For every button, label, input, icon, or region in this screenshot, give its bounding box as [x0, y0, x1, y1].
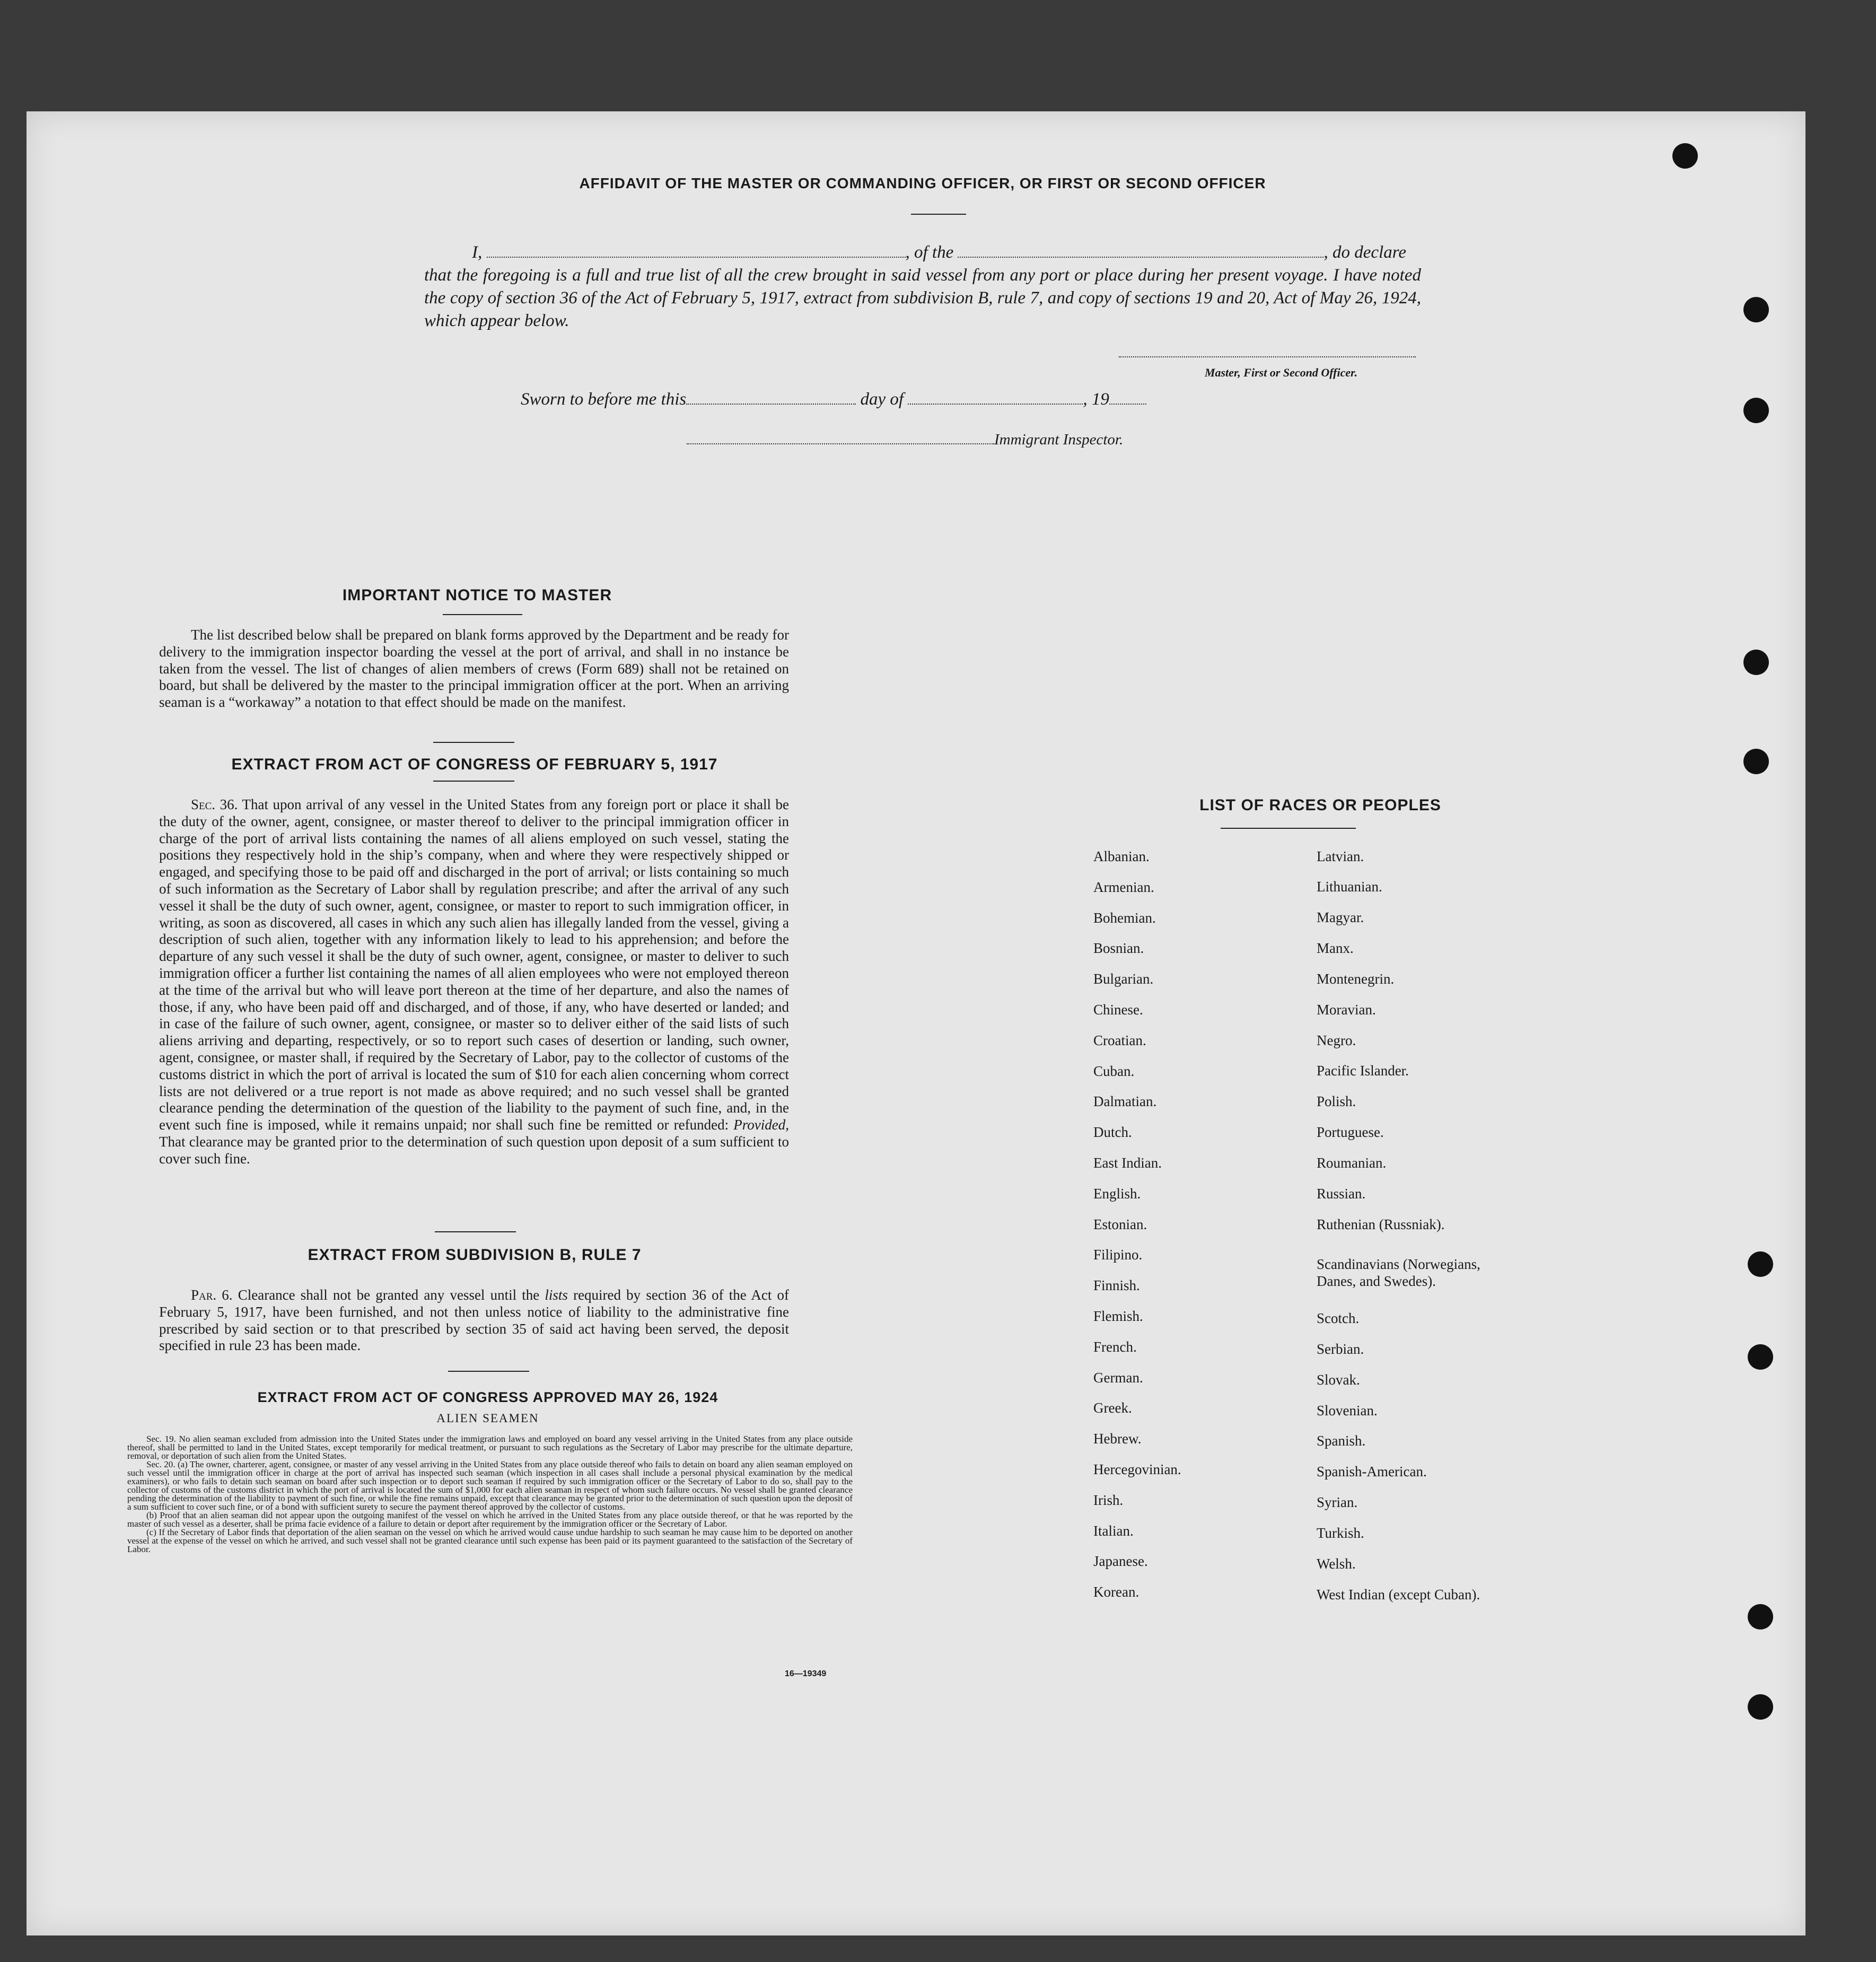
section-label: Sec. 36. [191, 796, 238, 812]
punch-hole [1672, 143, 1698, 169]
punch-hole [1748, 1604, 1773, 1630]
divider [443, 614, 522, 615]
race-item: Russian. [1317, 1186, 1366, 1202]
inspector-blank [687, 439, 994, 444]
race-item: English. [1093, 1185, 1141, 1202]
extract-1924-body [127, 1435, 853, 1554]
race-item: Roumanian. [1317, 1155, 1387, 1171]
race-item: Bulgarian. [1093, 971, 1154, 987]
divider [433, 781, 514, 782]
race-item: Dutch. [1093, 1124, 1132, 1141]
race-item: Finnish. [1093, 1277, 1140, 1294]
race-item: West Indian (except Cuban). [1317, 1587, 1480, 1602]
race-item: Chinese. [1093, 1002, 1143, 1018]
race-item: Pacific Islander. [1317, 1063, 1409, 1079]
race-item: Estonian. [1093, 1216, 1147, 1232]
races-title: LIST OF RACES OR PEOPLES [1199, 796, 1441, 814]
section-20c: (c) If the Secretary of Labor finds that deportation of the alien seaman on the vessel on which he arrived would cause undue hardship to such seaman he may cause him to be deported on another vessel at the expense of the vessel on which he arrived, and such vessel shall not be granted clearance until such expense has been paid or its payment guaranteed to the satisfaction of the Secretary of Labor. [127, 1527, 853, 1554]
race-item: East Indian. [1093, 1155, 1162, 1171]
punch-hole [1743, 297, 1769, 322]
race-item: Portuguese. [1317, 1124, 1384, 1140]
race-item: Turkish. [1317, 1525, 1364, 1541]
month-blank [908, 399, 1083, 405]
lists-word: lists [545, 1287, 568, 1303]
race-item: Serbian. [1317, 1341, 1364, 1357]
extract-rule7-title: EXTRACT FROM SUBDIVISION B, RULE 7 [308, 1246, 642, 1264]
divider [911, 214, 966, 215]
race-item: Scotch. [1317, 1310, 1360, 1326]
vessel-blank [958, 252, 1323, 258]
race-item: Flemish. [1093, 1308, 1143, 1324]
notice-body: The list described below shall be prepared on blank forms approved by the Department and be ready for delivery to the immigration inspector boarding the vessel at the port of arrival, and shall in no instance be taken from the vessel. The list of changes of alien members of crews (Form 689) shall not be retained on board, but shall be delivered by the master to the principal immigration officer at the port. When an arriving seaman is a “workaway” a notation to that effect should be made on the manifest. [159, 627, 789, 711]
extract-rule7-body [159, 1287, 789, 1354]
affidavit-do-declare: , do declare [1323, 243, 1406, 262]
day-of-text: day of [860, 390, 904, 409]
race-item: Spanish. [1317, 1433, 1366, 1449]
affidavit-i: I, [472, 243, 483, 262]
sworn-text: Sworn to before me this [521, 390, 687, 409]
race-item: Moravian. [1317, 1002, 1376, 1018]
sworn-line [521, 390, 1178, 409]
race-item: Montenegrin. [1317, 971, 1395, 987]
section-text: That upon arrival of any vessel in the United States from any foreign port or place it shall be the duty of the owner, agent, consignee, or master thereof to deliver to the principal immigration officer in charge of the port of arrival lists containing the names of all aliens employed on such vessel, stating the positions they respectively hold in the ship’s company, when and where they were respectively shipped or engaged, and specifying those to be paid off and discharged in the port of arrival; or lists containing so much of such information as the Secretary of Labor shall by regulation prescribe; and after the arrival of any such vessel it shall be the duty of such owner, agent, consignee, or master to report to such immigration officer, in writing, as soon as discovered, all cases in which any such alien has illegally landed from the vessel, giving a description of such alien, together with any information likely to lead to his apprehension; and before the departure of any such vessel it shall be the duty of such owner, agent, consignee, or master to deliver to such immigration officer a further list containing the names of all alien employees who were not employed thereon at the time of the arrival but who will leave port thereon at the time of her departure, and also the names of those, if any, who have been paid off and discharged, and of those, if any, who have deserted or landed; and in case of the failure of such owner, agent, consignee, or master so to deliver either of the said lists of such aliens arriving and departing, respectively, or so to report such cases of desertion or landing, such owner, agent, consignee, or master shall, if required by the Secretary of Labor, pay to the collector of customs of the customs district in which the port of arrival is located the sum of $10 for each alien concerning whom correct lists are not delivered or a true report is not made as above required; and no such vessel shall be granted clearance pending the determination of the question of the liability to the payment of such fine, and, in the event such fine is imposed, while it remains unpaid; nor shall such fine be remitted or refunded: [159, 796, 790, 1133]
form-number: 16—19349 [785, 1669, 827, 1678]
race-item: Croatian. [1093, 1032, 1146, 1048]
race-item: Hercegovinian. [1093, 1461, 1181, 1477]
race-item: Bohemian. [1093, 909, 1156, 926]
day-blank [686, 399, 856, 405]
race-item: Slovak. [1317, 1372, 1360, 1388]
affidavit-declaration [424, 241, 1421, 332]
race-item: Japanese. [1093, 1553, 1148, 1570]
race-item: Magyar. [1317, 909, 1364, 925]
extract-1924-title: EXTRACT FROM ACT OF CONGRESS APPROVED MAY 26, 1924 [257, 1389, 718, 1405]
extract-1917-body [159, 796, 789, 1168]
race-item: Dalmatian. [1093, 1093, 1157, 1110]
race-item: Slovenian. [1317, 1403, 1378, 1418]
punch-hole [1748, 1251, 1773, 1277]
proviso-word: Provided, [733, 1117, 790, 1133]
race-item: Ruthenian (Russniak). [1317, 1216, 1445, 1232]
race-item: Albanian. [1093, 848, 1150, 864]
section-20a: Sec. 20. (a) The owner, charterer, agent, consignee, or master of any vessel arriving in the United States from any place outside thereof who fails to detain on board any alien seaman employed on such vessel until the immigration officer in charge at the port of arrival has inspected such seaman (which inspection in all cases shall include a personal physical examination by the medical examiners), or who fails to detain such seaman on board after such inspection or to deport such seaman if required by such immigration officer or the Secretary of Labor to do so, shall pay to the collector of customs of the customs district in which the port of arrival is located the sum of $1,000 for each alien seaman in respect of whom such failure occurs. No vessel shall be granted clearance pending the determination of the liability to payment of such fine, or while the fine remains unpaid, except that clearance may be granted prior to the determination of such question upon the deposit of a sum sufficient to cover such fine, or of a bond with sufficient surety to secure the payment thereof approved by the collector of customs. [127, 1459, 853, 1512]
race-item: Greek. [1093, 1400, 1132, 1416]
race-item: Hebrew. [1093, 1431, 1142, 1447]
inspector-line [687, 431, 1164, 449]
affidavit-title: AFFIDAVIT OF THE MASTER OR COMMANDING OFFICER, OR FIRST OR SECOND OFFICER [579, 175, 1266, 191]
race-item: Italian. [1093, 1522, 1134, 1539]
punch-hole [1748, 1694, 1773, 1720]
race-item: Scandinavians (Norwegians, [1317, 1256, 1480, 1272]
signature-line [1119, 356, 1416, 357]
section-20b: (b) Proof that an alien seaman did not appear upon the outgoing manifest of the vessel on which he arrived in the United States from any place outside thereof, or that he was reported by the master of such vessel as a deserter, shall be prima facie evidence of a failure to detain or deport after requirement by the immigration officer or the Secretary of Labor. [127, 1510, 853, 1529]
notice-title: IMPORTANT NOTICE TO MASTER [342, 586, 612, 604]
extract-1924-subtitle: ALIEN SEAMEN [436, 1412, 539, 1425]
year-blank [1109, 399, 1146, 405]
affidavit-body: that the foregoing is a full and true list of all the crew brought in said vessel from any port or place during her present voyage. I have noted the copy of section 36 of the Act of February 5, 1917, extract from subdivision B, rule 7, and copy of sections 19 and 20, Act of May 26, 1924, which appear below. [424, 266, 1421, 330]
punch-hole [1743, 650, 1769, 675]
inspector-label: Immigrant Inspector. [994, 431, 1124, 448]
affidavit-of-the: , of the [905, 243, 954, 262]
name-blank [487, 252, 906, 258]
punch-hole [1748, 1344, 1773, 1370]
divider [433, 742, 514, 743]
race-item: Manx. [1317, 940, 1354, 956]
divider [1221, 828, 1356, 829]
year-prefix: , 19 [1083, 390, 1109, 409]
race-item: Spanish-American. [1317, 1464, 1427, 1479]
race-item: Latvian. [1317, 848, 1364, 864]
race-item: Filipino. [1093, 1247, 1143, 1263]
race-item: Welsh. [1317, 1556, 1356, 1572]
par-text-1: Clearance shall not be granted any vessel until the [238, 1287, 540, 1303]
race-item: Irish. [1093, 1492, 1124, 1508]
divider [435, 1231, 516, 1232]
par-text-2: required by section 36 of the Act of February 5, 1917, have been furnished, and not then unless notice of liability to the administrative fine prescribed by said section or to that prescribed by section 35 of said act having been served, the deposit specified in rule 23 has been made. [159, 1287, 790, 1354]
section-19: Sec. 19. No alien seaman excluded from admission into the United States under the immigration laws and employed on board any vessel arriving in the United States from any place outside thereof, shall be permitted to land in the United States, except temporarily for medical treatment, or pursuant to such regulations as the Secretary of Labor may prescribe for the ultimate departure, removal, or deportation of such alien from the United States. [127, 1434, 853, 1461]
race-item: Korean. [1093, 1584, 1139, 1600]
punch-hole [1743, 398, 1769, 423]
race-item: Negro. [1317, 1032, 1356, 1048]
punch-hole [1743, 749, 1769, 774]
race-item: Lithuanian. [1317, 879, 1382, 895]
race-item: Syrian. [1317, 1494, 1358, 1510]
race-item: French. [1093, 1338, 1137, 1355]
signature-label: Master, First or Second Officer. [1204, 366, 1357, 379]
par-label: Par. 6. [191, 1287, 233, 1303]
extract-1917-title: EXTRACT FROM ACT OF CONGRESS OF FEBRUARY 5, 1917 [231, 756, 718, 773]
race-item: Cuban. [1093, 1063, 1135, 1079]
race-item: German. [1093, 1369, 1143, 1386]
race-item: Polish. [1317, 1093, 1356, 1109]
race-item: Armenian. [1093, 879, 1154, 895]
race-item: Danes, and Swedes). [1317, 1273, 1436, 1289]
race-item: Bosnian. [1093, 940, 1144, 957]
proviso-text: That clearance may be granted prior to the determination of such question upon deposit of a sum sufficient to cover such fine. [159, 1133, 789, 1167]
divider [448, 1371, 529, 1372]
